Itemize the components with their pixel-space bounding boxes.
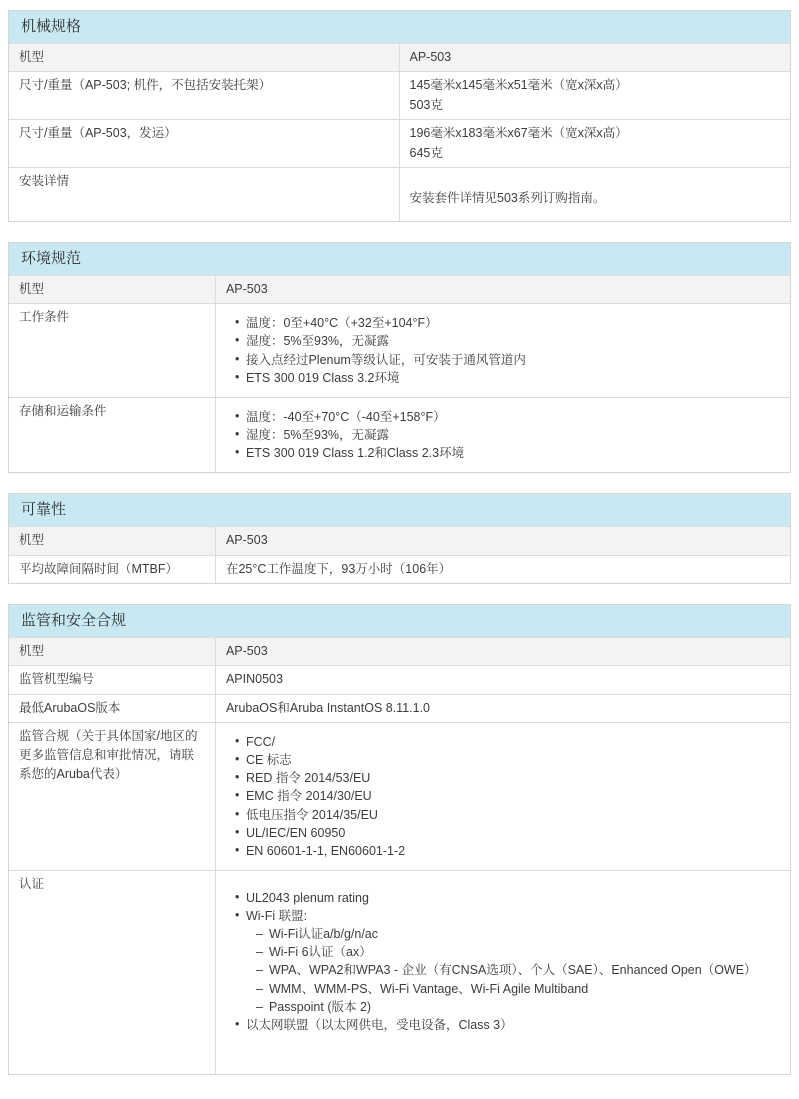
spec-row-label: 机型	[9, 527, 216, 554]
spec-value-line: 在25°C工作温度下，93万小时（106年）	[225, 561, 452, 576]
spec-row	[9, 397, 790, 472]
spec-row-value	[216, 695, 790, 722]
bullet-item: • EMC 指令 2014/30/EU	[246, 787, 780, 805]
spec-row-label: 机型	[9, 44, 400, 71]
spec-row-label: 存储和运输条件	[9, 398, 216, 472]
section-title: 监管和安全合规	[9, 605, 790, 637]
spec-row-value	[400, 168, 791, 221]
dash-item: – WMM、WMM-PS、Wi-Fi Vantage、Wi-Fi Agile Multiband	[256, 980, 780, 998]
spec-value-line: APIN0503	[225, 672, 283, 687]
spec-row-label: 监管机型编号	[9, 666, 216, 693]
bullet-list	[226, 408, 780, 462]
bullet-list	[226, 889, 780, 1034]
spec-value-line: 503克	[409, 97, 443, 112]
spec-row-label: 安装详情	[9, 168, 400, 221]
spec-value-line: AP-503	[225, 533, 268, 548]
section-regulatory-safety-compliance	[8, 604, 791, 1075]
section-title: 可靠性	[9, 494, 790, 526]
spec-row-value	[400, 120, 791, 167]
dash-item: – Wi-Fi 6认证（ax）	[256, 943, 780, 961]
spec-row	[9, 637, 790, 665]
bullet-item: • UL2043 plenum rating	[246, 889, 780, 907]
spec-row-label: 尺寸/重量（AP-503; 机件，不包括安装托架）	[9, 72, 400, 119]
spec-row-label: 最低ArubaOS版本	[9, 695, 216, 722]
spec-value-line: 645克	[409, 145, 443, 160]
bullet-item: • CE 标志	[246, 751, 780, 769]
spec-row-value	[216, 398, 790, 472]
spec-row-value	[216, 723, 790, 870]
spec-row-value	[216, 638, 790, 665]
spec-row	[9, 167, 790, 221]
section-title: 机械规格	[9, 11, 790, 43]
spec-row-value	[216, 527, 790, 554]
bullet-item: • UL/IEC/EN 60950	[246, 824, 780, 842]
bullet-item: • FCC/	[246, 733, 780, 751]
section-reliability	[8, 493, 791, 584]
spec-row	[9, 665, 790, 693]
spec-row-value	[400, 72, 791, 119]
section-environmental-specs	[8, 242, 791, 473]
spec-value-line: 安装套件详情见503系列订购指南。	[409, 190, 606, 205]
spec-row-label: 机型	[9, 638, 216, 665]
spec-row	[9, 71, 790, 119]
spec-row	[9, 694, 790, 722]
bullet-item: • 温度：0至+40°C（+32至+104°F）	[246, 314, 780, 332]
spec-row-value	[216, 556, 790, 583]
bullet-item: • 温度：-40至+70°C（-40至+158°F）	[246, 408, 780, 426]
spec-row-value	[400, 44, 791, 71]
spec-row-label: 尺寸/重量（AP-503，发运）	[9, 120, 400, 167]
spec-value-line: AP-503	[225, 281, 268, 296]
spec-value-line: 145毫米x145毫米x51毫米（宽x深x高）	[409, 78, 628, 93]
spec-row-value	[216, 666, 790, 693]
bullet-item: • Wi-Fi 联盟: – Wi-Fi认证a/b/g/n/ac – Wi-Fi 6认证（ax） – WPA、WPA2和WPA3 - 企业（有CNSA选项）、个人（SAE）、Enhanced Open（OWE） – WMM、WMM-PS、Wi-Fi Vantage、Wi-Fi Agile Multiband – Passpoint (版本 2)	[246, 907, 780, 1016]
dash-item: – WPA、WPA2和WPA3 - 企业（有CNSA选项）、个人（SAE）、Enhanced Open（OWE）	[256, 961, 780, 979]
bullet-list	[226, 733, 780, 860]
bullet-item: • 湿度：5%至93%，无凝露	[246, 332, 780, 350]
spec-row	[9, 555, 790, 583]
spec-row	[9, 722, 790, 870]
spec-row	[9, 303, 790, 397]
spec-row	[9, 870, 790, 1074]
section-title: 环境规范	[9, 243, 790, 275]
spec-value-line: ArubaOS和Aruba InstantOS 8.11.1.0	[225, 700, 431, 715]
spec-value-line: 196毫米x183毫米x67毫米（宽x深x高）	[409, 126, 628, 141]
spec-value-line: AP-503	[225, 643, 268, 658]
spec-row-label: 监管合规（关于具体国家/地区的更多监管信息和审批情况，请联系您的Aruba代表）	[9, 723, 216, 870]
spec-row-label: 平均故障间隔时间（MTBF）	[9, 556, 216, 583]
bullet-item: • ETS 300 019 Class 1.2和Class 2.3环境	[246, 444, 780, 462]
bullet-item: • ETS 300 019 Class 3.2环境	[246, 369, 780, 387]
bullet-item: • 湿度：5%至93%，无凝露	[246, 426, 780, 444]
dash-item: – Passpoint (版本 2)	[256, 998, 780, 1016]
bullet-list	[226, 314, 780, 387]
spec-row-value	[216, 304, 790, 397]
spec-value-line: AP-503	[409, 50, 452, 64]
spec-row	[9, 43, 790, 71]
dash-item: – Wi-Fi认证a/b/g/n/ac	[256, 925, 780, 943]
bullet-item: • EN 60601-1-1, EN60601-1-2	[246, 842, 780, 860]
dash-list	[246, 925, 780, 1016]
spec-row	[9, 275, 790, 303]
bullet-item: • 接入点经过Plenum等级认证，可安装于通风管道内	[246, 351, 780, 369]
spec-row-label: 工作条件	[9, 304, 216, 397]
spec-row-label: 机型	[9, 276, 216, 303]
bullet-item: • RED 指令 2014/53/EU	[246, 769, 780, 787]
bullet-item: • 以太网联盟（以太网供电，受电设备，Class 3）	[246, 1016, 780, 1034]
spec-row	[9, 119, 790, 167]
spec-row-value	[216, 276, 790, 303]
spec-row-value	[216, 871, 790, 1074]
section-mechanical-specs	[8, 10, 791, 222]
bullet-item: • 低电压指令 2014/35/EU	[246, 806, 780, 824]
spec-row	[9, 526, 790, 554]
spec-row-label: 认证	[9, 871, 216, 1074]
